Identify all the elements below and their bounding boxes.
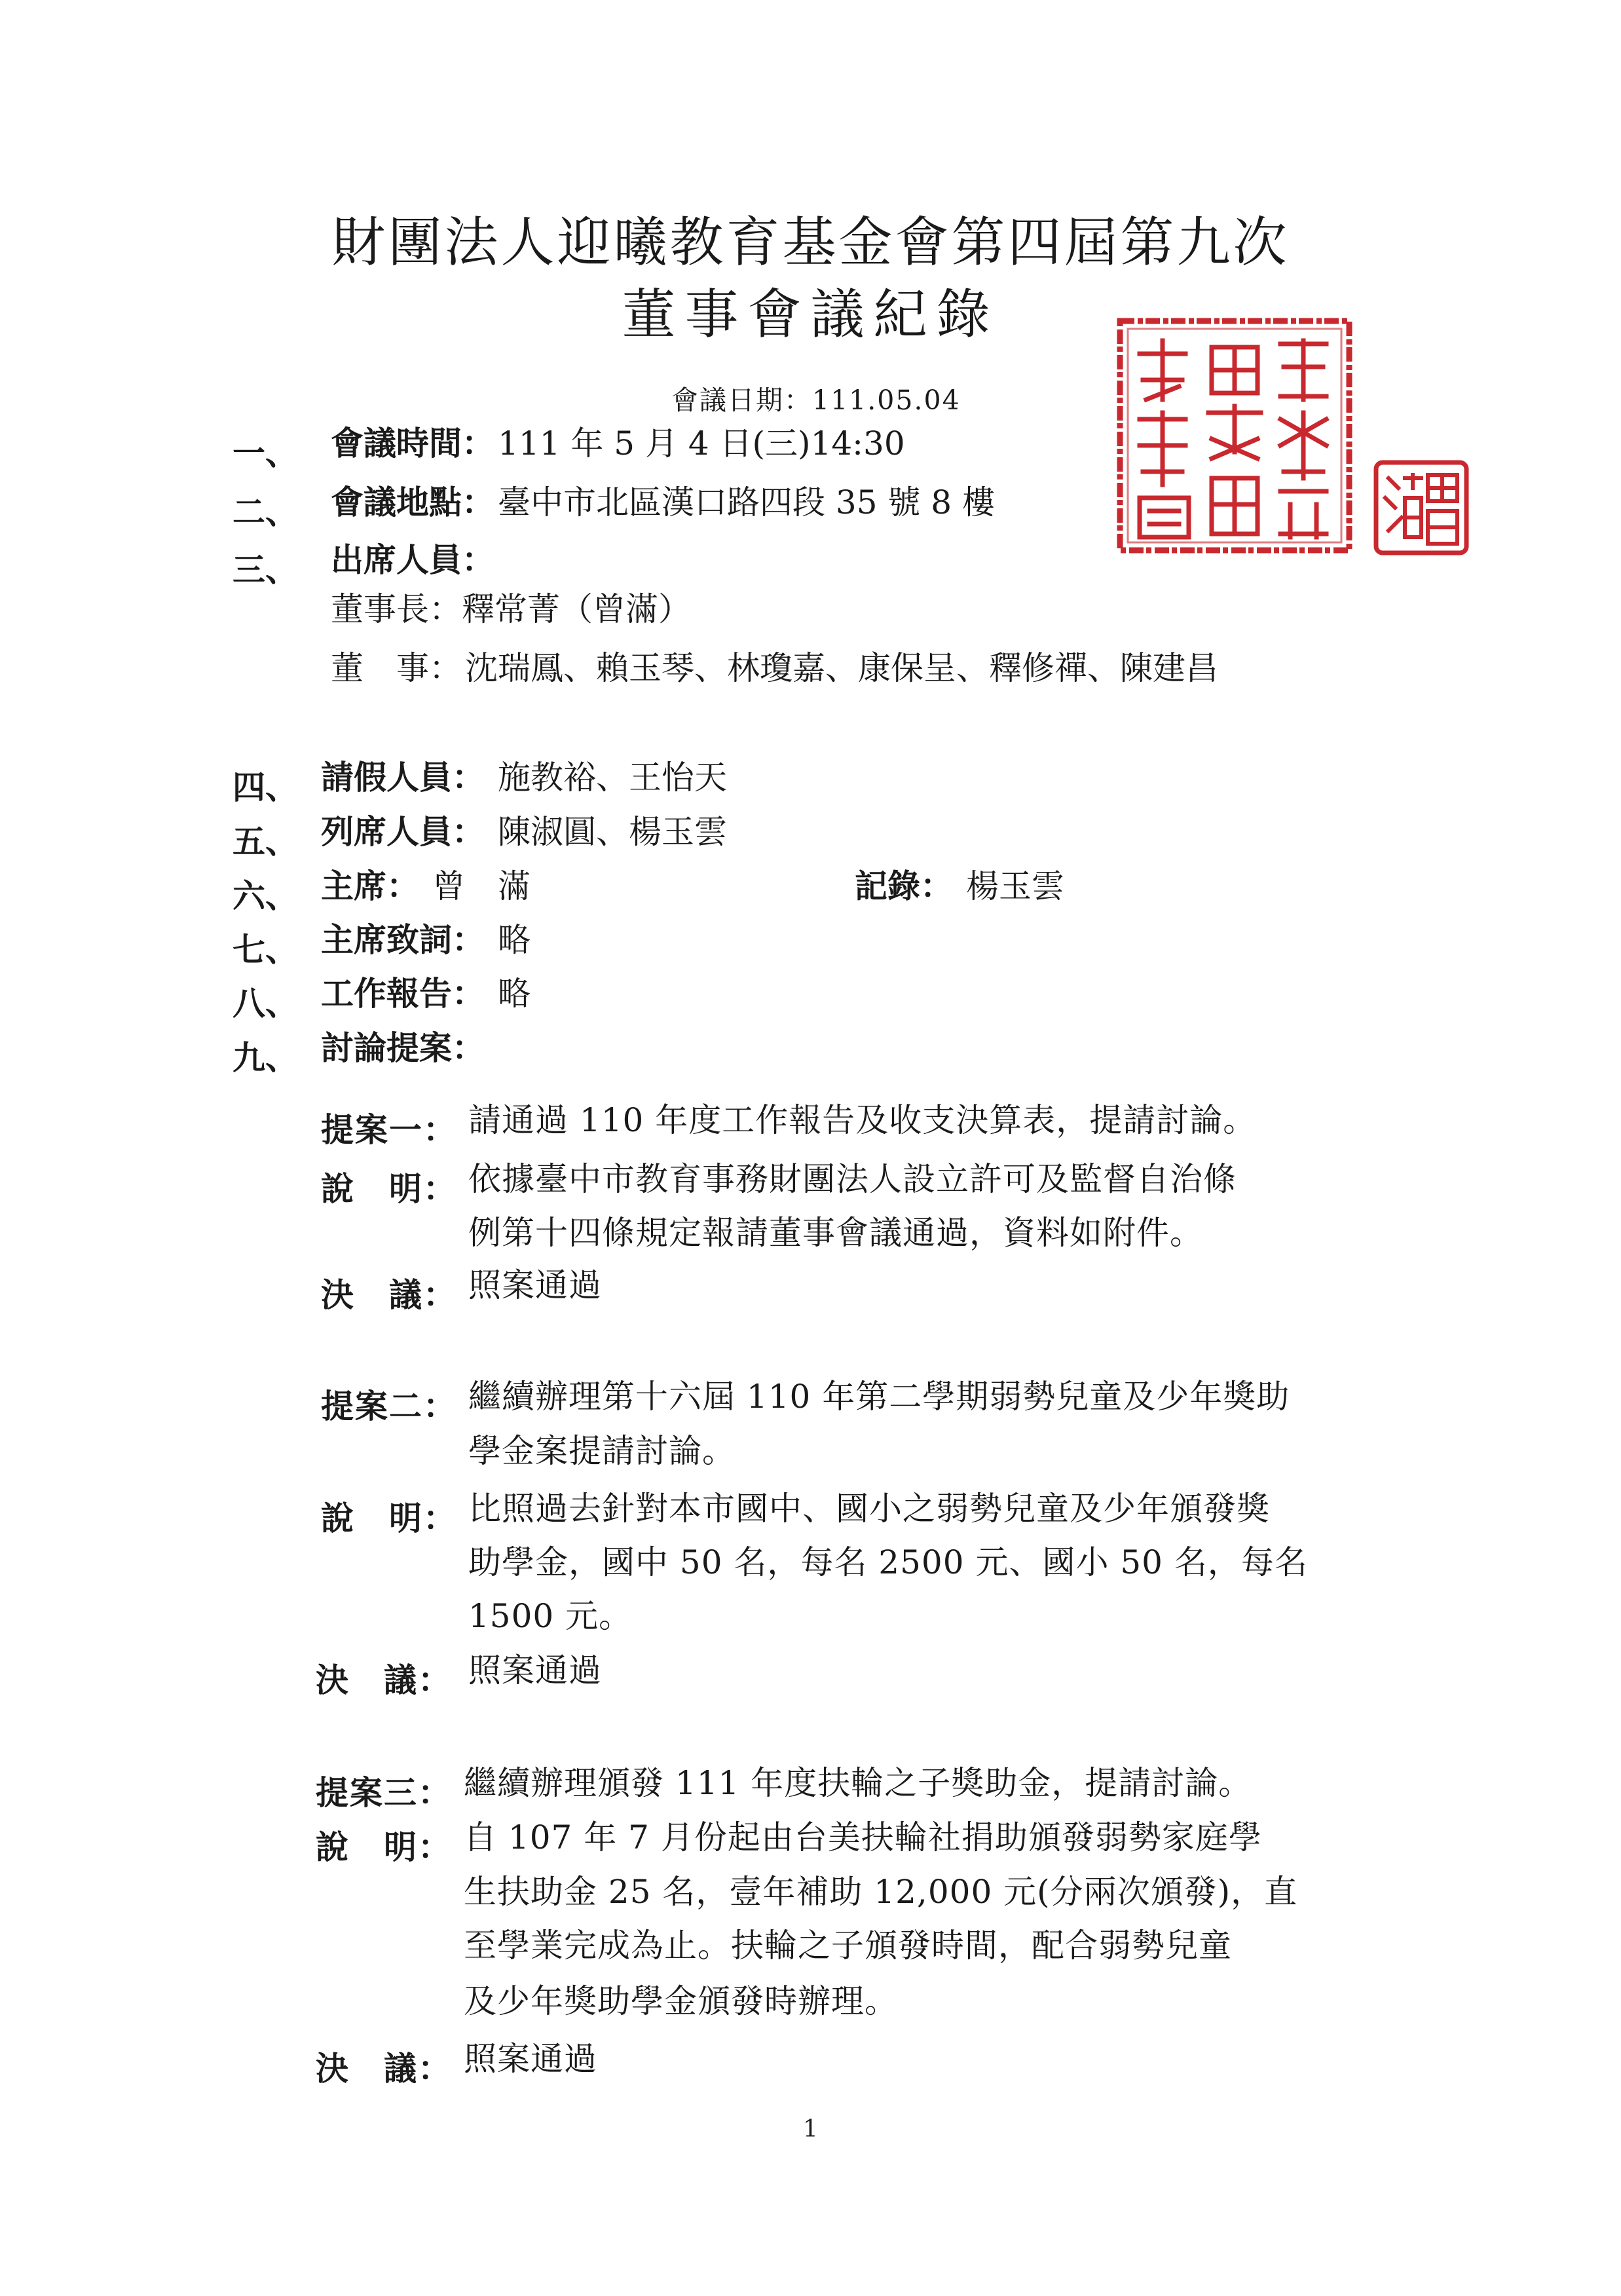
item-number: 一、 — [233, 434, 298, 472]
item-number: 二、 — [233, 493, 298, 531]
item-label-time: 會議時間： — [331, 424, 494, 462]
proposal-2-text: 學金案提請討論。 — [468, 1432, 736, 1470]
item-label-chair-speech: 主席致詞： — [321, 920, 485, 959]
proposal-2-resolution: 照案通過 — [468, 1651, 602, 1689]
proposal-2-explain-line: 1500 元。 — [468, 1597, 633, 1635]
proposal-2-explain-line: 助學金，國中 50 名，每名 2500 元、國小 50 名，每名 — [468, 1543, 1308, 1581]
proposal-3-resolution-label: 決 議： — [316, 2049, 452, 2088]
item-number: 六、 — [233, 876, 298, 915]
proposal-3-label: 提案三： — [316, 1773, 452, 1812]
item-value-chair: 曾 滿 — [432, 867, 531, 905]
item-value-time: 111 年 5 月 4 日(三)14:30 — [498, 424, 905, 462]
item-value-absent: 施教裕、王怡天 — [498, 759, 727, 797]
item-number: 七、 — [233, 930, 298, 969]
item-label-chair: 主席： — [321, 867, 419, 905]
proposal-1-explain-label: 說 明： — [321, 1169, 457, 1208]
proposal-3-resolution: 照案通過 — [464, 2040, 597, 2078]
proposal-1-label: 提案一： — [321, 1110, 457, 1149]
item-number: 三、 — [233, 550, 298, 589]
item-value-chair-speech: 略 — [498, 921, 531, 959]
proposal-3-explain-line: 至學業完成為止。扶輪之子頒發時間，配合弱勢兒童 — [464, 1927, 1232, 1965]
proposal-3-explain-label: 說 明： — [316, 1828, 452, 1866]
item-number: 八、 — [233, 984, 298, 1023]
document-title-line1: 財團法人迎曦教育基金會第四屆第九次 — [331, 212, 1290, 274]
proposal-2-resolution-label: 決 議： — [316, 1661, 452, 1699]
meeting-date: 會議日期：111.05.04 — [671, 385, 961, 416]
proposal-2-text: 繼續辦理第十六屆 110 年第二學期弱勢兒童及少年獎助 — [468, 1378, 1290, 1416]
item-value-observers: 陳淑圓、楊玉雲 — [498, 813, 727, 851]
proposal-3-explain-line: 自 107 年 7 月份起由台美扶輪社捐助頒發弱勢家庭學 — [464, 1818, 1262, 1856]
item-label-work-report: 工作報告： — [321, 974, 485, 1013]
directors-label: 董 事： — [331, 649, 462, 687]
proposal-3-explain-line: 及少年獎助學金頒發時辦理。 — [464, 1982, 898, 2020]
directors-list: 沈瑞鳳、賴玉琴、林瓊嘉、康保呈、釋修禪、陳建昌 — [465, 649, 1218, 687]
chairman-line: 董事長：釋常菁（曾滿） — [331, 590, 691, 628]
item-value-work-report: 略 — [498, 975, 531, 1013]
item-label-absent: 請假人員： — [321, 758, 485, 797]
proposal-1-resolution-label: 決 議： — [321, 1275, 457, 1314]
proposal-2-label: 提案二： — [321, 1387, 457, 1425]
proposal-2-explain-line: 比照過去針對本市國中、國小之弱勢兒童及少年頒發獎 — [468, 1490, 1270, 1528]
recorder-label: 記錄： — [855, 867, 953, 905]
item-label-discussion: 討論提案： — [321, 1028, 485, 1067]
chairman-seal — [1372, 459, 1470, 557]
document-title-line2: 董事會議紀錄 — [622, 284, 999, 346]
proposal-2-explain-label: 說 明： — [321, 1499, 457, 1537]
proposal-1-resolution: 照案通過 — [468, 1266, 602, 1304]
foundation-seal — [1113, 314, 1356, 557]
proposal-1-text: 請通過 110 年度工作報告及收支決算表，提請討論。 — [468, 1101, 1257, 1139]
proposal-3-explain-line: 生扶助金 25 名，壹年補助 12,000 元(分兩次頒發)，直 — [464, 1873, 1298, 1911]
item-label-observers: 列席人員： — [321, 812, 485, 851]
page-number: 1 — [803, 2116, 818, 2143]
recorder-value: 楊玉雲 — [966, 867, 1064, 905]
proposal-3-text: 繼續辦理頒發 111 年度扶輪之子獎助金，提請討論。 — [464, 1764, 1252, 1802]
proposal-1-explain-line: 依據臺中市教育事務財團法人設立許可及監督自治條 — [468, 1160, 1237, 1198]
proposal-1-explain-line: 例第十四條規定報請董事會議通過，資料如附件。 — [468, 1214, 1203, 1252]
item-value-location: 臺中市北區漢口路四段 35 號 8 樓 — [498, 483, 996, 521]
item-number: 九、 — [233, 1038, 298, 1077]
item-number: 四、 — [233, 768, 298, 806]
item-label-attendees: 出席人員： — [331, 540, 494, 579]
item-number: 五、 — [233, 822, 298, 861]
item-label-location: 會議地點： — [331, 483, 494, 521]
